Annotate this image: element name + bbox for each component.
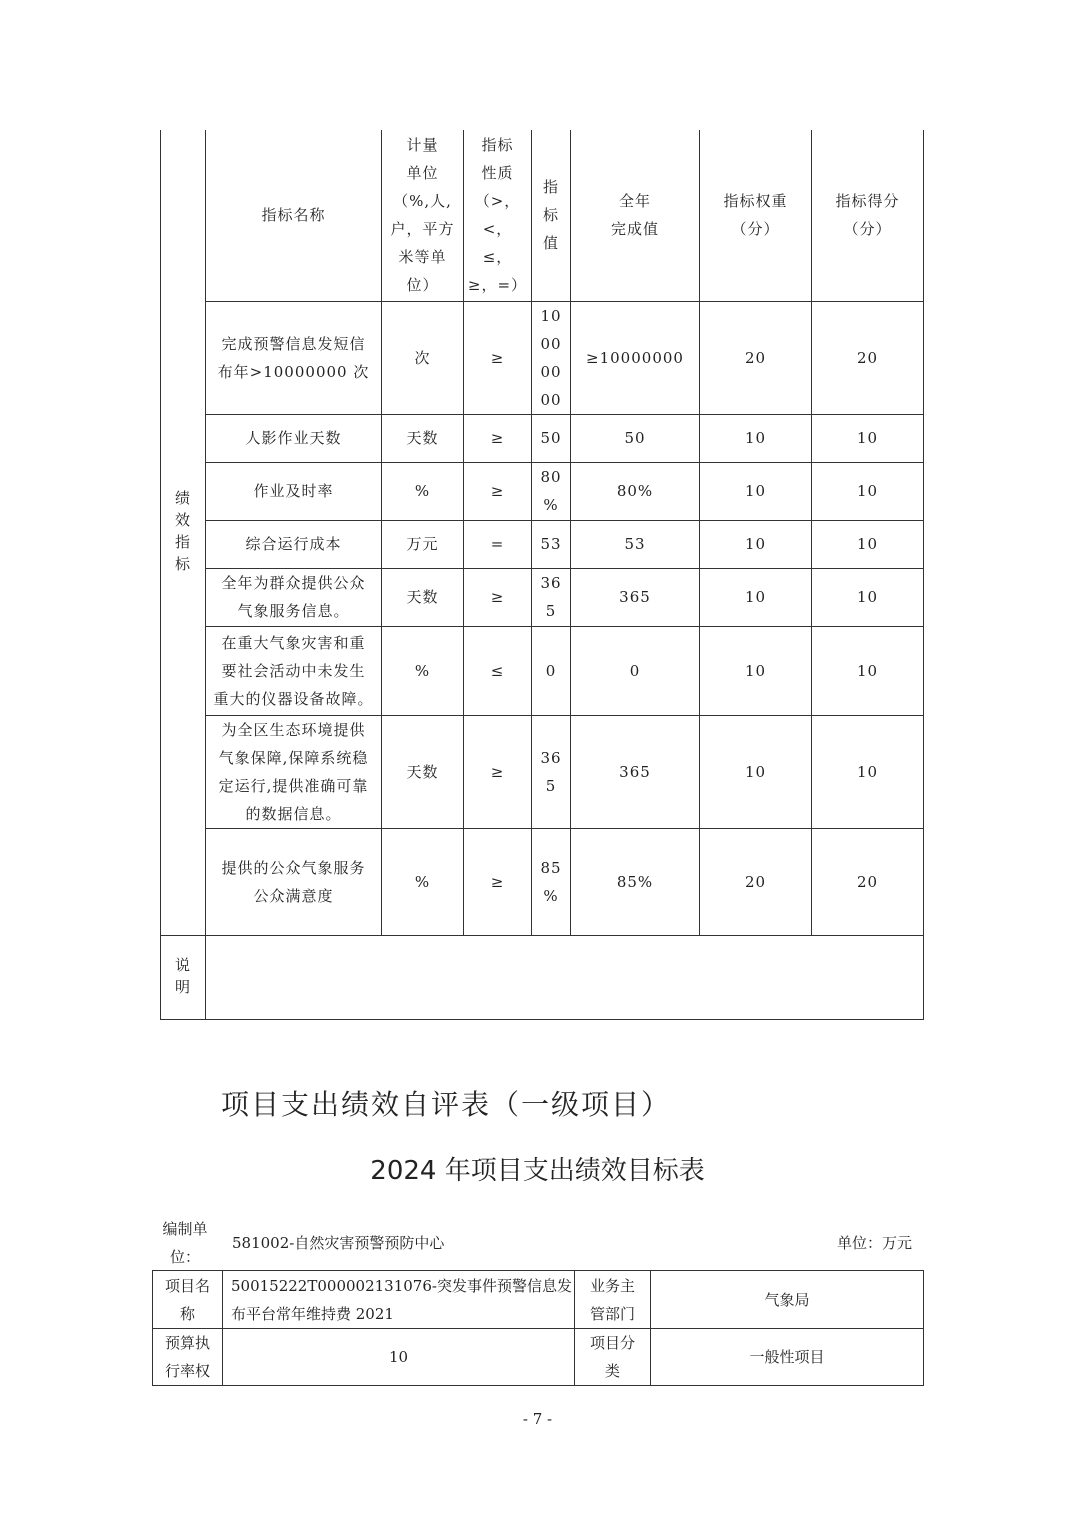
table-row xyxy=(161,828,924,935)
row-actual: 80% xyxy=(571,462,700,520)
row-nature: = xyxy=(464,520,532,568)
page-number: - 7 - xyxy=(522,1410,553,1428)
table-row xyxy=(161,626,924,715)
org-value: 581002-自然灾害预警预防中心 xyxy=(232,1234,445,1252)
row-unit: % xyxy=(382,828,464,935)
category-value: 一般性项目 xyxy=(651,1329,924,1386)
currency-unit: 单位：万元 xyxy=(836,1234,912,1252)
row-target: 10 00 00 00 xyxy=(532,301,571,414)
row-nature: ≥ xyxy=(464,414,532,462)
table-row xyxy=(161,462,924,520)
header-unit: 计量 单位 （%,人, 户，平方 米等单 位） xyxy=(382,130,464,301)
group-label-cell xyxy=(161,130,206,935)
group-label: 绩 效 指 标 xyxy=(175,488,192,573)
row-weight: 10 xyxy=(700,568,812,626)
row-actual: ≥10000000 xyxy=(571,301,700,414)
row-weight: 10 xyxy=(700,462,812,520)
row-target: 0 xyxy=(532,626,571,715)
row-score: 10 xyxy=(812,715,924,828)
section-title: 项目支出绩效自评表（一级项目） xyxy=(221,1088,672,1121)
table-row xyxy=(161,414,924,462)
row-nature: ≥ xyxy=(464,828,532,935)
category-label: 项目分 类 xyxy=(575,1329,651,1386)
row-name: 为全区生态环境提供 气象保障,保障系统稳 定运行,提供准确可靠 的数据信息。 xyxy=(206,715,382,828)
info-row xyxy=(153,1329,924,1386)
note-value xyxy=(206,935,924,1019)
table-header-row xyxy=(161,130,924,301)
row-unit: 天数 xyxy=(382,568,464,626)
row-target: 36 5 xyxy=(532,568,571,626)
row-weight: 20 xyxy=(700,828,812,935)
row-score: 10 xyxy=(812,568,924,626)
row-name: 全年为群众提供公众 气象服务信息。 xyxy=(206,568,382,626)
row-nature: ≤ xyxy=(464,626,532,715)
row-nature: ≥ xyxy=(464,462,532,520)
dept-value: 气象局 xyxy=(651,1271,924,1329)
row-actual: 50 xyxy=(571,414,700,462)
info-row xyxy=(153,1271,924,1329)
row-name: 完成预警信息发短信 布年>10000000 次 xyxy=(206,301,382,414)
row-weight: 10 xyxy=(700,520,812,568)
row-unit: 天数 xyxy=(382,715,464,828)
table-row xyxy=(161,715,924,828)
row-nature: ≥ xyxy=(464,715,532,828)
table-row xyxy=(161,301,924,414)
row-weight: 10 xyxy=(700,715,812,828)
row-actual: 365 xyxy=(571,568,700,626)
row-name: 提供的公众气象服务 公众满意度 xyxy=(206,828,382,935)
project-name-label: 项目名 称 xyxy=(153,1271,223,1329)
row-name: 在重大气象灾害和重 要社会活动中未发生 重大的仪器设备故障。 xyxy=(206,626,382,715)
project-info-table xyxy=(152,1270,924,1386)
row-unit: % xyxy=(382,626,464,715)
table-row xyxy=(161,568,924,626)
row-actual: 365 xyxy=(571,715,700,828)
row-name: 人影作业天数 xyxy=(206,414,382,462)
performance-indicator-table xyxy=(160,130,924,1020)
header-weight: 指标权重 （分） xyxy=(700,130,812,301)
row-unit: 次 xyxy=(382,301,464,414)
org-unit-row xyxy=(152,1215,922,1269)
header-target: 指 标 值 xyxy=(532,130,571,301)
row-unit: 万元 xyxy=(382,520,464,568)
row-score: 20 xyxy=(812,301,924,414)
header-actual: 全年 完成值 xyxy=(571,130,700,301)
note-label: 说 明 xyxy=(175,955,192,996)
note-label-cell xyxy=(161,935,206,1019)
row-actual: 0 xyxy=(571,626,700,715)
row-target: 53 xyxy=(532,520,571,568)
budget-label: 预算执 行率权 xyxy=(153,1329,223,1386)
row-unit: 天数 xyxy=(382,414,464,462)
row-actual: 85% xyxy=(571,828,700,935)
row-unit: % xyxy=(382,462,464,520)
row-weight: 10 xyxy=(700,414,812,462)
row-target: 36 5 xyxy=(532,715,571,828)
budget-value: 10 xyxy=(223,1329,575,1386)
row-weight: 20 xyxy=(700,301,812,414)
org-label: 编制单 位： xyxy=(162,1220,208,1266)
row-score: 10 xyxy=(812,462,924,520)
row-score: 20 xyxy=(812,828,924,935)
table-title: 2024 年项目支出绩效目标表 xyxy=(370,1156,705,1186)
project-name-value: 50015222T000002131076-突发事件预警信息发 布平台常年维持费 2021 xyxy=(223,1271,575,1329)
row-actual: 53 xyxy=(571,520,700,568)
row-target: 85 % xyxy=(532,828,571,935)
row-nature: ≥ xyxy=(464,568,532,626)
row-target: 50 xyxy=(532,414,571,462)
note-row xyxy=(161,935,924,1019)
row-name: 作业及时率 xyxy=(206,462,382,520)
row-weight: 10 xyxy=(700,626,812,715)
row-score: 10 xyxy=(812,626,924,715)
row-target: 80 % xyxy=(532,462,571,520)
header-nature: 指标 性质 （>， <， ≤， ≥，=） xyxy=(464,130,532,301)
row-nature: ≥ xyxy=(464,301,532,414)
dept-label: 业务主 管部门 xyxy=(575,1271,651,1329)
table-row xyxy=(161,520,924,568)
row-score: 10 xyxy=(812,520,924,568)
header-name: 指标名称 xyxy=(206,130,382,301)
row-name: 综合运行成本 xyxy=(206,520,382,568)
header-score: 指标得分 （分） xyxy=(812,130,924,301)
row-score: 10 xyxy=(812,414,924,462)
